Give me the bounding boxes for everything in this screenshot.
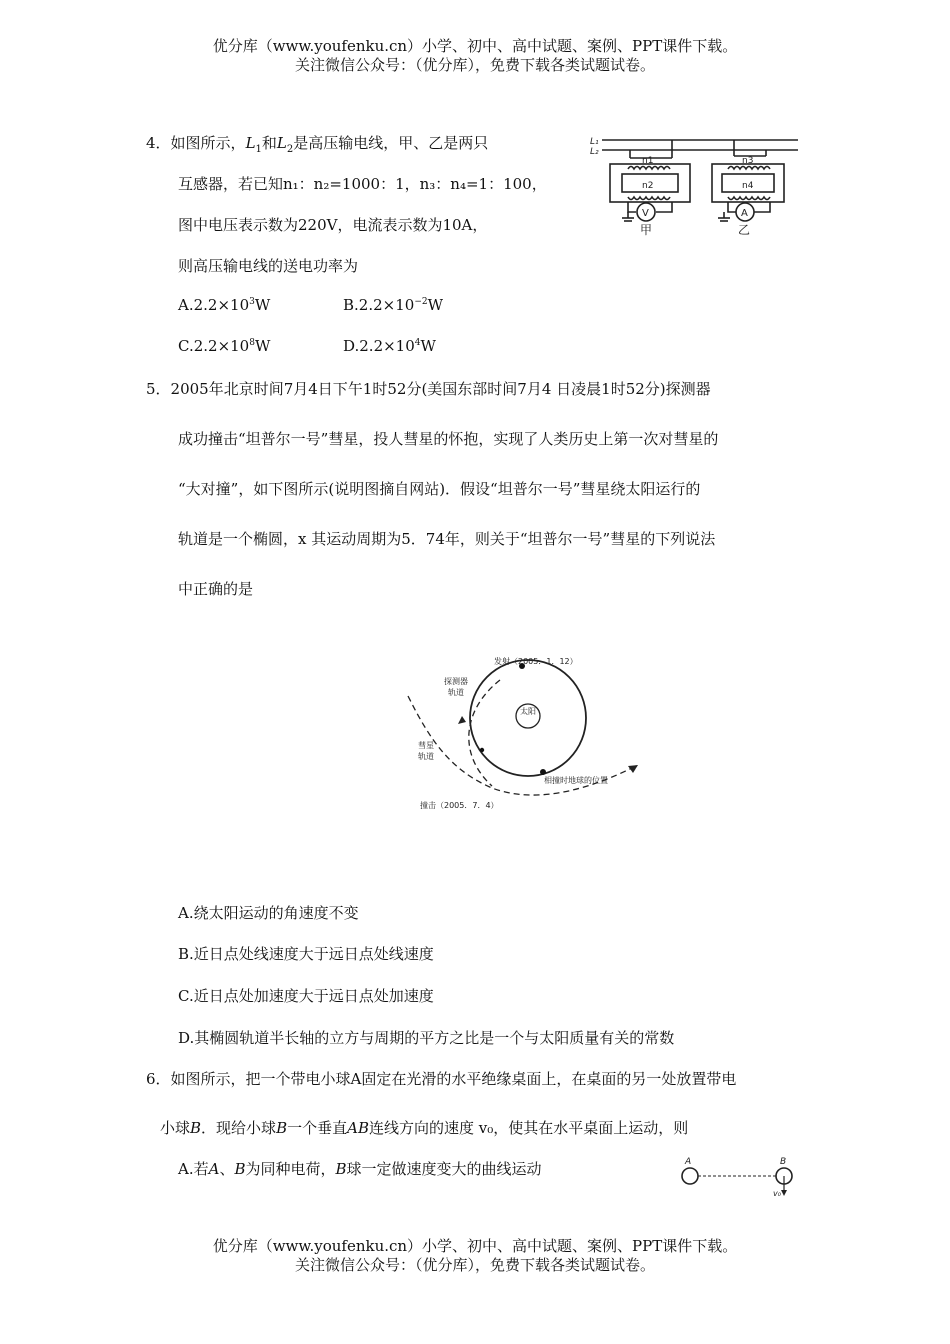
fig-label-v: V [642,208,649,219]
q5-option-b: B.近日点处线速度大于远日点处线速度 [178,945,434,963]
fig-label-a: A [741,208,748,219]
q4-l2-sub: 2 [286,144,294,155]
footer-line-2: 关注微信公众号：（优分库），免费下载各类试题试卷。 [294,1256,655,1274]
velocity-arrow-icon [781,1190,787,1196]
q4-option-d: $D.2.2\times 10^4W$ [343,337,436,355]
label-sun: 太阳 [520,707,536,716]
q4-number: 4． [146,134,171,152]
label-b: B [780,1157,787,1167]
label-probe-1: 探测器 [444,677,468,686]
q5-option-d: D.其椭圆轨道半长轴的立方与周期的平方之比是一个与太阳质量有关的常数 [178,1029,675,1047]
label-comet-1: 彗星 [418,741,434,750]
fig-label-yi: 乙 [738,223,751,237]
q4-line-3: 图中电压表示数为220V，电流表示数为10A， [178,216,488,234]
label-probe-2: 轨道 [448,688,464,697]
probe-arrow-icon [458,716,466,724]
q5-orbit-figure [400,650,650,815]
label-a: A [685,1157,692,1167]
q4-transformer-figure [588,130,800,242]
q4-line-2: 互感器，若已知n₁：n₂=1000：1，n₃：n₄=1：100， [178,175,547,193]
q5-line-1: 5．2005年北京时间7月4日下午1时52分(美国东部时间7月4 日凌晨1时52分)探测器 [146,380,711,398]
q4-line-4: 则高压输电线的送电功率为 [178,257,359,275]
q4-option-a: $A.2.2\times 10^3W$ [178,296,271,314]
fig-label-l1: L₁ [590,137,599,147]
q4-option-b: $B.2.2\times 10^{-2}W$ [343,296,444,314]
fig-label-n4: n4 [742,181,754,191]
fig-label-n1: n1 [642,156,654,166]
q5-number: 5． [146,380,171,398]
fig-label-jia: 甲 [640,223,653,237]
fig-label-n3: n3 [742,156,754,166]
q4-and: 和 [261,134,277,152]
label-earth: 相撞时地球的位置 [544,776,608,785]
q4-l1-sub: 1 [255,144,262,155]
label-v0: v₀ [773,1189,781,1198]
q5-line-3: “大对撞”，如下图所示(说明图摘自网站)．假设“坦普尔一号”彗星绕太阳运行的 [178,480,701,498]
footer-line-1: 优分库（www.youfenku.cn）小学、初中、高中试题、案例、PPT课件下载。 [212,1237,738,1255]
earth-orbit [470,660,586,776]
label-launch: 发射（2005．1．12） [494,657,578,666]
q6-option-a: A.若A、B为同种电荷，B球一定做速度变大的曲线运动 [178,1160,542,1178]
q5-line-5: 中正确的是 [178,580,254,598]
q5-option-c: C.近日点处加速度大于远日点处加速度 [178,987,434,1005]
q4-l1: L [245,134,256,152]
fig-label-l2: L₂ [590,147,599,157]
q5-option-a: A.绕太阳运动的角速度不变 [178,904,359,922]
ball-a-icon [682,1168,698,1184]
q6-line-1: 6．如图所示，把一个带电小球A固定在光滑的水平绝缘桌面上，在桌面的另一处放置带电 [146,1070,737,1088]
q4-l2: L [276,134,287,152]
fig-label-n2: n2 [642,181,654,191]
q5-line-2: 成功撞击“坦普尔一号”彗星，投人彗星的怀抱，实现了人类历史上第一次对彗星的 [178,430,719,448]
q6-number: 6． [146,1070,171,1088]
header-line-2: 关注微信公众号：（优分库），免费下载各类试题试卷。 [294,56,655,74]
q4-text-rest: 是高压输电线，甲、乙是两只 [293,134,489,152]
earth-position-point [540,769,546,775]
q4-line-1 [146,132,488,155]
q4-option-c: $C.2.2\times 10^8W$ [178,337,271,355]
q6-line-2: 小球B．现给小球B一个垂直AB连线方向的速度 v₀，使其在水平桌面上运动，则 [160,1119,689,1137]
q6-charges-figure [672,1154,800,1200]
q5-line-4: 轨道是一个椭圆，x 其运动周期为5．74年，则关于“坦普尔一号”彗星的下列说法 [178,530,716,548]
header-line-1: 优分库（www.youfenku.cn）小学、初中、高中试题、案例、PPT课件下载。 [212,37,738,55]
label-comet-2: 轨道 [418,752,434,761]
label-impact: 撞击（2005．7．4） [420,801,499,810]
q4-text: 如图所示， [170,134,246,152]
